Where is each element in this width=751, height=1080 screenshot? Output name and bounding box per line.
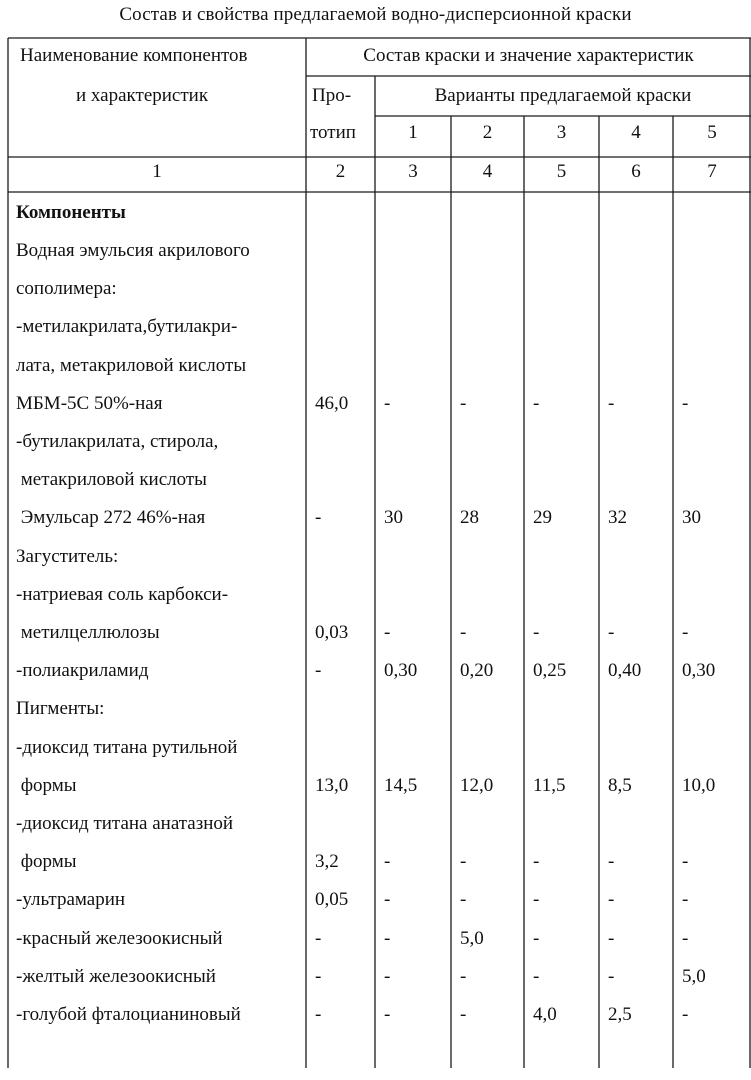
- table-cell: -: [608, 622, 615, 643]
- table-cell: -: [682, 1004, 689, 1025]
- row-label: сополимера:: [16, 278, 117, 300]
- page-title: Состав и свойства предлагаемой водно-дисперсионной краски: [119, 4, 632, 25]
- header-prototype-line1: Про-: [312, 85, 352, 106]
- table-cell: 3,2: [315, 851, 339, 873]
- column-number: 1: [152, 161, 162, 182]
- table-cell: 4,0: [533, 1004, 557, 1025]
- table-cell: -: [533, 889, 540, 911]
- variant-number: 2: [482, 122, 493, 143]
- table-cell: 0,30: [384, 660, 418, 682]
- column-number: 6: [631, 161, 641, 182]
- table-cell: 0,25: [533, 660, 567, 682]
- table-cell: 5,0: [460, 927, 484, 949]
- variant-number: 3: [556, 122, 567, 143]
- row-label: Пигменты:: [16, 698, 105, 720]
- table-cell: -: [384, 927, 391, 949]
- table-cell: -: [384, 851, 391, 873]
- variant-number: 4: [631, 122, 641, 143]
- header-components-line1: Наименование компонентов: [20, 45, 248, 66]
- table-cell: -: [315, 927, 322, 949]
- table-cell: -: [315, 507, 322, 529]
- table-cell: -: [460, 622, 467, 643]
- column-number: 4: [482, 161, 493, 182]
- table-cell: -: [608, 965, 615, 987]
- table-cell: -: [608, 851, 615, 873]
- table-cell: 0,05: [315, 889, 349, 911]
- row-label: -ультрамарин: [16, 889, 126, 911]
- table-cell: -: [460, 889, 467, 911]
- section-label: Компоненты: [16, 202, 126, 223]
- row-label: метакриловой кислоты: [16, 469, 207, 491]
- row-label: -бутилакрилата, стирола,: [16, 431, 219, 452]
- row-label: -диоксид титана анатазной: [16, 813, 234, 834]
- row-label: -красный железоокисный: [16, 927, 223, 949]
- table-cell: -: [533, 851, 540, 873]
- table-cell: -: [533, 965, 540, 987]
- header-variants-label: Варианты предлагаемой краски: [434, 85, 692, 106]
- table-cell: -: [533, 392, 540, 414]
- table-cell: 29: [533, 507, 552, 529]
- header-components-line2: и характеристик: [76, 85, 209, 106]
- row-label: формы: [16, 774, 77, 796]
- table-cell: 0,30: [682, 660, 716, 682]
- row-label: Загуститель:: [16, 545, 119, 567]
- row-label: Эмульсар 272 46%-ная: [16, 507, 206, 529]
- table-cell: -: [533, 622, 540, 643]
- table-cell: 28: [460, 507, 479, 529]
- table-cell: -: [608, 392, 615, 414]
- table-cell: -: [460, 851, 467, 873]
- table-cell: -: [315, 965, 322, 987]
- table-cell: 30: [682, 507, 701, 529]
- table-cell: 13,0: [315, 774, 349, 796]
- row-label: формы: [16, 851, 77, 873]
- table-cell: 46,0: [315, 392, 349, 414]
- table-cell: 0,20: [460, 660, 494, 682]
- column-number: 5: [556, 161, 567, 182]
- table-cell: -: [682, 392, 689, 414]
- table-cell: -: [682, 851, 689, 873]
- table-cell: -: [460, 392, 467, 414]
- row-label: -голубой фталоцианиновый: [16, 1004, 241, 1025]
- table-cell: -: [682, 622, 689, 643]
- table-cell: 8,5: [608, 774, 632, 796]
- table-cell: 10,0: [682, 774, 716, 796]
- table-cell: -: [384, 392, 391, 414]
- table-cell: 0,03: [315, 622, 349, 643]
- header-prototype-line2: тотип: [310, 122, 356, 143]
- table-cell: -: [460, 1004, 467, 1025]
- table-cell: 12,0: [460, 774, 494, 796]
- table-cell: -: [533, 927, 540, 949]
- table-cell: 32: [608, 507, 627, 529]
- header-composition-label: Состав краски и значение характеристик: [363, 45, 694, 66]
- table-cell: -: [460, 965, 467, 987]
- column-number: 3: [408, 161, 418, 182]
- row-label: лата, метакриловой кислоты: [16, 354, 247, 376]
- row-label: -натриевая соль карбокси-: [16, 583, 229, 605]
- row-label: -полиакриламид: [16, 660, 149, 682]
- table-cell: -: [315, 660, 322, 682]
- table-cell: -: [384, 889, 391, 911]
- row-label: -диоксид титана рутильной: [16, 736, 238, 758]
- table-cell: 11,5: [533, 774, 566, 796]
- row-label: -желтый железоокисный: [16, 965, 216, 987]
- table-cell: 30: [384, 507, 403, 529]
- row-label: Водная эмульсия акрилового: [16, 240, 250, 261]
- table-cell: -: [384, 1004, 391, 1025]
- variant-number: 5: [707, 122, 717, 143]
- variant-number: 1: [408, 122, 418, 143]
- row-label: метилцеллюлозы: [16, 622, 160, 643]
- table-cell: -: [384, 965, 391, 987]
- table-cell: -: [682, 889, 689, 911]
- table-cell: -: [608, 889, 615, 911]
- row-label: -метилакрилата,бутилакри-: [16, 316, 238, 338]
- table-cell: 2,5: [608, 1004, 632, 1025]
- column-number: 2: [335, 161, 346, 182]
- table-cell: -: [682, 927, 689, 949]
- table-cell: 0,40: [608, 660, 642, 682]
- column-number: 7: [707, 161, 717, 182]
- table-cell: -: [315, 1004, 322, 1025]
- table-cell: 14,5: [384, 774, 418, 796]
- table-cell: -: [384, 622, 391, 643]
- table-cell: 5,0: [682, 965, 706, 987]
- table-cell: -: [608, 927, 615, 949]
- row-label: МБМ-5С 50%-ная: [16, 392, 163, 414]
